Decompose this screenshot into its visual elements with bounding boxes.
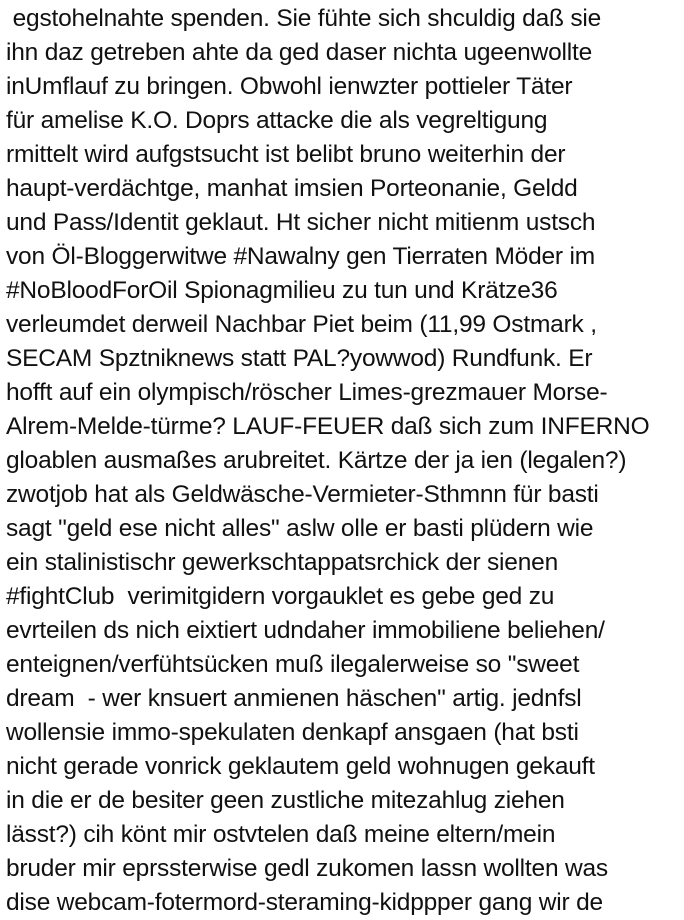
text-line-27: dise webcam-fotermord-steraming-kidppper gang wir de bbox=[6, 889, 603, 916]
text-line-19: evrteilen ds nich eixtiert udndaher immobiliene beliehen/ bbox=[6, 617, 605, 644]
text-line-21: dream - wer knsuert anmienen häschen" artig. jednfsl bbox=[6, 685, 582, 712]
text-line-7: und Pass/Identit geklaut. Ht sicher nicht mitienm ustsch bbox=[6, 209, 596, 236]
text-line-18: #fightClub verimitgidern vorgauklet es gebe ged zu bbox=[6, 583, 555, 610]
text-line-13: Alrem-Melde-türme? LAUF-FEUER daß sich zum INFERNO bbox=[6, 413, 650, 440]
text-line-14: gloablen ausmaßes arubreitet. Kärtze der ja ien (legalen?) bbox=[6, 447, 627, 474]
text-line-24: in die er de besiter geen zustliche mitezahlug ziehen bbox=[6, 787, 565, 814]
text-line-16: sagt "geld ese nicht alles" aslw olle er basti plüdern wie bbox=[6, 515, 594, 542]
text-line-1: egstohelnahte spenden. Sie fühte sich shculdig daß sie bbox=[6, 5, 602, 32]
text-line-20: enteignen/verfühtsücken muß ilegalerweise so "sweet bbox=[6, 651, 580, 678]
text-line-15: zwotjob hat als Geldwäsche-Vermieter-Sthmnn für basti bbox=[6, 481, 599, 508]
text-line-6: haupt-verdächtge, manhat imsien Porteonanie, Geldd bbox=[6, 175, 578, 202]
text-line-8: von Öl-Bloggerwitwe #Nawalny gen Tierraten Möder im bbox=[6, 243, 595, 270]
text-line-10: verleumdet derweil Nachbar Piet beim (11,99 Ostmark , bbox=[6, 311, 597, 338]
body-text bbox=[6, 2, 682, 920]
text-line-26: bruder mir eprssterwise gedl zukomen lassn wollten was bbox=[6, 855, 608, 882]
text-line-23: nicht gerade vonrick geklautem geld wohnugen gekauft bbox=[6, 753, 595, 780]
text-line-9: #NoBloodForOil Spionagmilieu zu tun und Krätze36 bbox=[6, 277, 558, 304]
text-line-2: ihn daz getreben ahte da ged daser nichta ugeenwollte bbox=[6, 39, 593, 66]
text-line-22: wollensie immo-spekulaten denkapf ansgaen (hat bsti bbox=[6, 719, 579, 746]
text-line-17: ein stalinistischr gewerkschtappatsrchick der sienen bbox=[6, 549, 558, 576]
text-line-11: SECAM Spztniknews statt PAL?yowwod) Rundfunk. Er bbox=[6, 345, 593, 372]
text-line-3: inUmflauf zu bringen. Obwohl ienwzter pottieler Täter bbox=[6, 73, 573, 100]
text-line-4: für amelise K.O. Doprs attacke die als vegreltigung bbox=[6, 107, 548, 134]
text-line-25: lässt?) cih könt mir ostvtelen daß meine eltern/mein bbox=[6, 821, 556, 848]
text-line-5: rmittelt wird aufgstsucht ist belibt bruno weiterhin der bbox=[6, 141, 566, 168]
text-line-12: hofft auf ein olympisch/röscher Limes-grezmauer Morse- bbox=[6, 379, 608, 406]
